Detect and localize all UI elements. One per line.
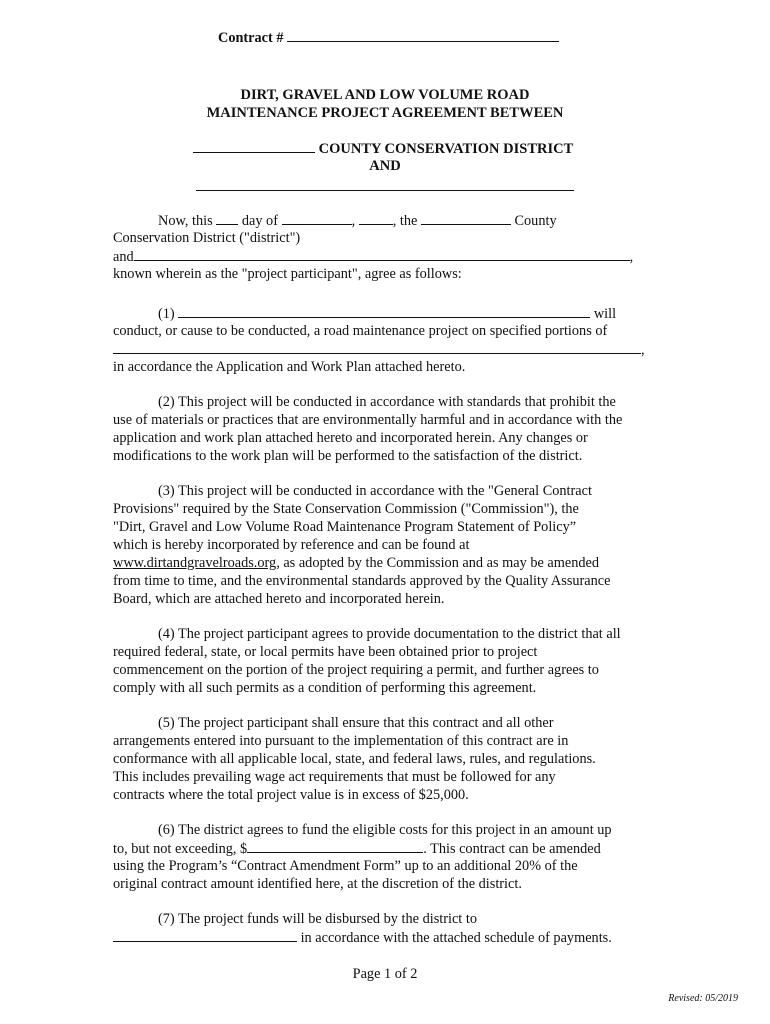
p4-line-1: (4) The project participant agrees to provide documentation to the district that all xyxy=(158,626,621,642)
p5-line-5: contracts where the total project value is in excess of $25,000. xyxy=(113,787,469,803)
county-name-field[interactable] xyxy=(193,139,315,153)
p1-line-2: conduct, or cause to be conducted, a road maintenance project on specified portions of xyxy=(113,323,608,339)
title-line-1: DIRT, GRAVEL AND LOW VOLUME ROAD xyxy=(240,87,530,103)
p7-line-2: in accordance with the attached schedule of payments. xyxy=(113,928,612,947)
p7-line-1: (7) The project funds will be disbursed by the district to xyxy=(158,911,477,927)
p3-line-4: which is hereby incorporated by reference and can be found at xyxy=(113,537,470,553)
p2-line-2: use of materials or practices that are environmentally harmful and in accordance with the xyxy=(113,412,623,428)
revision-date: Revised: 05/2019 xyxy=(668,993,738,1004)
p3-line-7: Board, which are attached hereto and incorporated herein. xyxy=(113,591,445,607)
p3-line-3: "Dirt, Gravel and Low Volume Road Maintenance Program Statement of Policy” xyxy=(113,519,577,535)
p1-participant-field[interactable] xyxy=(178,304,590,318)
p3-line-5: www.dirtandgravelroads.org, as adopted by the Commission and as may be amended xyxy=(113,555,599,571)
p2-line-1: (2) This project will be conducted in accordance with standards that prohibit the xyxy=(158,394,616,410)
participant-title-line xyxy=(196,177,574,196)
p6-line-4: original contract amount identified here, at the discretion of the district. xyxy=(113,876,522,892)
intro-line-3: and , xyxy=(113,249,634,265)
county-field[interactable] xyxy=(421,211,511,225)
p6-line-2: to, but not exceeding, $ . This contract can be amended xyxy=(113,841,601,857)
contract-number-line xyxy=(218,28,559,47)
p1-line-4: in accordance the Application and Work Plan attached hereto. xyxy=(113,359,466,375)
participant-title-field[interactable] xyxy=(196,177,574,191)
program-website-link[interactable]: www.dirtandgravelroads.org xyxy=(113,555,277,571)
p5-line-2: arrangements entered into pursuant to the implementation of this contract are in xyxy=(113,733,569,749)
p1-line-1: (1) will xyxy=(158,306,617,322)
p4-line-3: commencement on the portion of the project requiring a permit, and further agrees to xyxy=(113,662,599,678)
p3-line-6: from time to time, and the environmental standards approved by the Quality Assurance xyxy=(113,573,611,589)
intro-line-4: known wherein as the "project participant", agree as follows: xyxy=(113,266,462,282)
p2-line-4: modifications to the work plan will be performed to the satisfaction of the district. xyxy=(113,448,583,464)
p2-line-3: application and work plan attached hereto and incorporated herein. Any changes or xyxy=(113,430,588,446)
disbursement-recipient-field[interactable] xyxy=(113,928,297,942)
participant-name-field[interactable] xyxy=(134,247,630,261)
p4-line-2: required federal, state, or local permits have been obtained prior to project xyxy=(113,644,538,660)
p5-line-3: conformance with all applicable local, state, and federal laws, rules, and regulations. xyxy=(113,751,596,767)
p6-line-1: (6) The district agrees to fund the eligible costs for this project in an amount up xyxy=(158,822,612,838)
p3-line-2: Provisions" required by the State Conservation Commission ("Commission"), the xyxy=(113,501,579,517)
title-county-text: COUNTY CONSERVATION DISTRICT xyxy=(318,141,574,157)
contract-number-field[interactable] xyxy=(287,28,559,42)
p1-line-3: , xyxy=(113,340,645,359)
title-line-2: MAINTENANCE PROJECT AGREEMENT BETWEEN xyxy=(206,105,564,121)
p5-line-4: This includes prevailing wage act requirements that must be followed for any xyxy=(113,769,556,785)
year-field[interactable] xyxy=(359,211,393,225)
intro-line-2: Conservation District ("district") xyxy=(113,230,301,246)
intro-line-1: Now, this day of , , the County xyxy=(158,213,557,229)
day-field[interactable] xyxy=(216,211,238,225)
funding-amount-field[interactable] xyxy=(247,839,423,853)
month-field[interactable] xyxy=(282,211,352,225)
p6-line-3: using the Program’s “Contract Amendment Form” up to an additional 20% of the xyxy=(113,858,578,874)
p5-line-1: (5) The project participant shall ensure that this contract and all other xyxy=(158,715,554,731)
title-line-3 xyxy=(193,139,573,158)
page-number: Page 1 of 2 xyxy=(352,966,418,982)
p3-line-1: (3) This project will be conducted in accordance with the "General Contract xyxy=(158,483,592,499)
p4-line-4: comply with all such permits as a condition of performing this agreement. xyxy=(113,680,537,696)
p1-roads-field[interactable] xyxy=(113,340,641,354)
title-line-4: AND xyxy=(369,158,401,174)
contract-label: Contract # xyxy=(218,30,284,46)
